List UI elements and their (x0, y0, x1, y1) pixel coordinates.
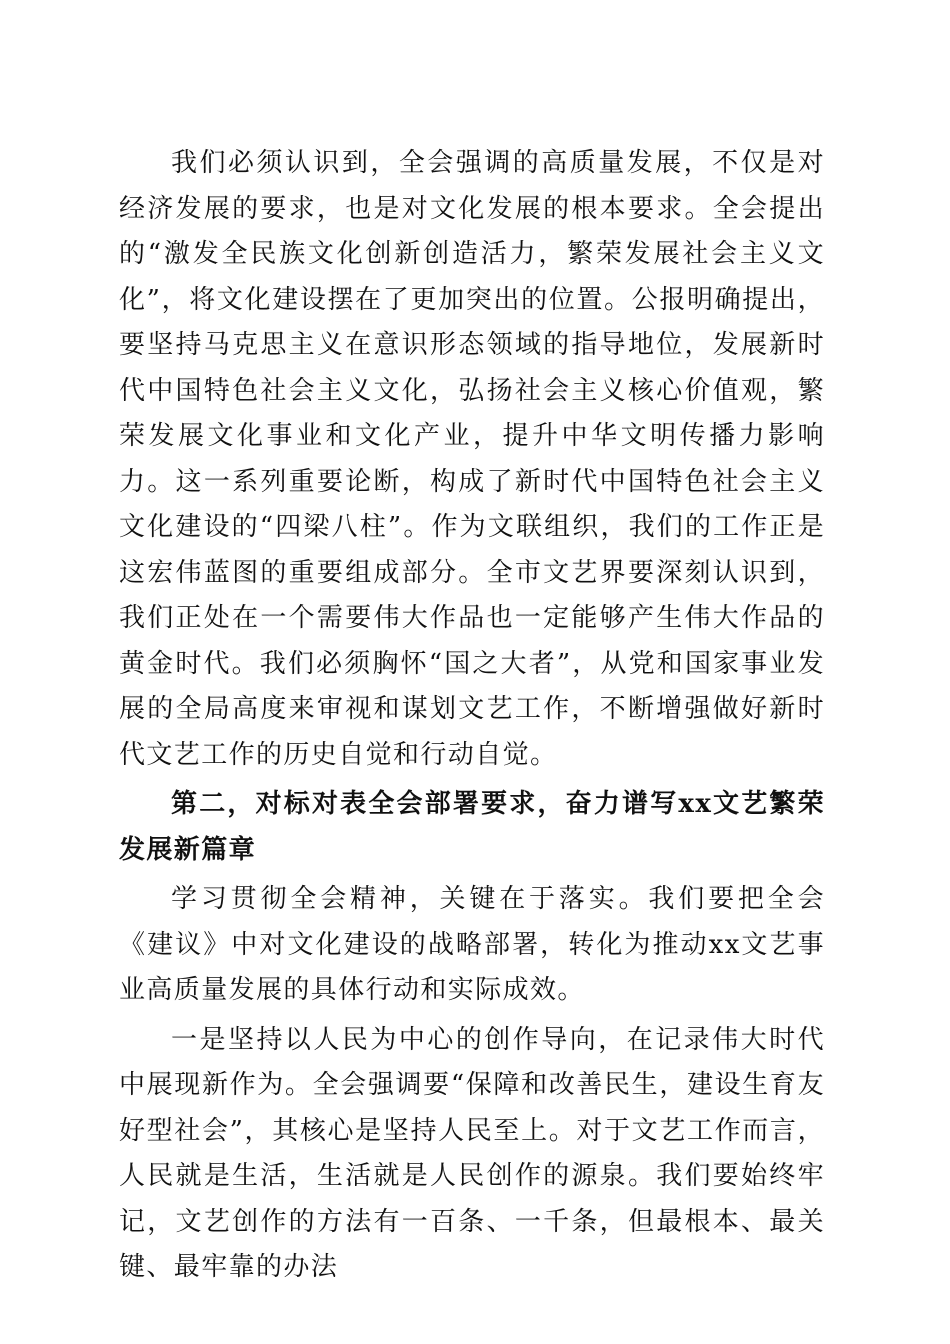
document-body (119, 141, 825, 1295)
paragraph-people-centered: 一是坚持以人民为中心的创作导向，在记录伟大时代中展现新作为。全会强调要“保障和改善民生，建设生育友好型社会”，其核心是坚持人民至上。对于文艺工作而言，人民就是生活，生活就是人民创作的源泉。我们要始终牢记，文艺创作的方法有一百条、一千条，但最根本、最关键、最牢靠的办法 (119, 1024, 825, 1282)
section-heading-second: 第二，对标对表全会部署要求，奋力谱写xx文艺繁荣发展新篇章 (119, 789, 825, 865)
paragraph-implementation: 学习贯彻全会精神，关键在于落实。我们要把全会《建议》中对文化建设的战略部署，转化为推动xx文艺事业高质量发展的具体行动和实际成效。 (119, 884, 825, 1005)
paragraph-culture-development: 我们必须认识到，全会强调的高质量发展，不仅是对经济发展的要求，也是对文化发展的根本要求。全会提出的“激发全民族文化创新创造活力，繁荣发展社会主义文化”，将文化建设摆在了更加突出的位置。公报明确提出，要坚持马克思主义在意识形态领域的指导地位，发展新时代中国特色社会主义文化，弘扬社会主义核心价值观，繁荣发展文化事业和文化产业，提升中华文明传播力影响力。这一系列重要论断，构成了新时代中国特色社会主义文化建设的“四梁八柱”。作为文联组织，我们的工作正是这宏伟蓝图的重要组成部分。全市文艺界要深刻认识到，我们正处在一个需要伟大作品也一定能够产生伟大作品的黄金时代。我们必须胸怀“国之大者”，从党和国家事业发展的全局高度来审视和谋划文艺工作，不断增强做好新时代文艺工作的历史自觉和行动自觉。 (119, 148, 825, 770)
